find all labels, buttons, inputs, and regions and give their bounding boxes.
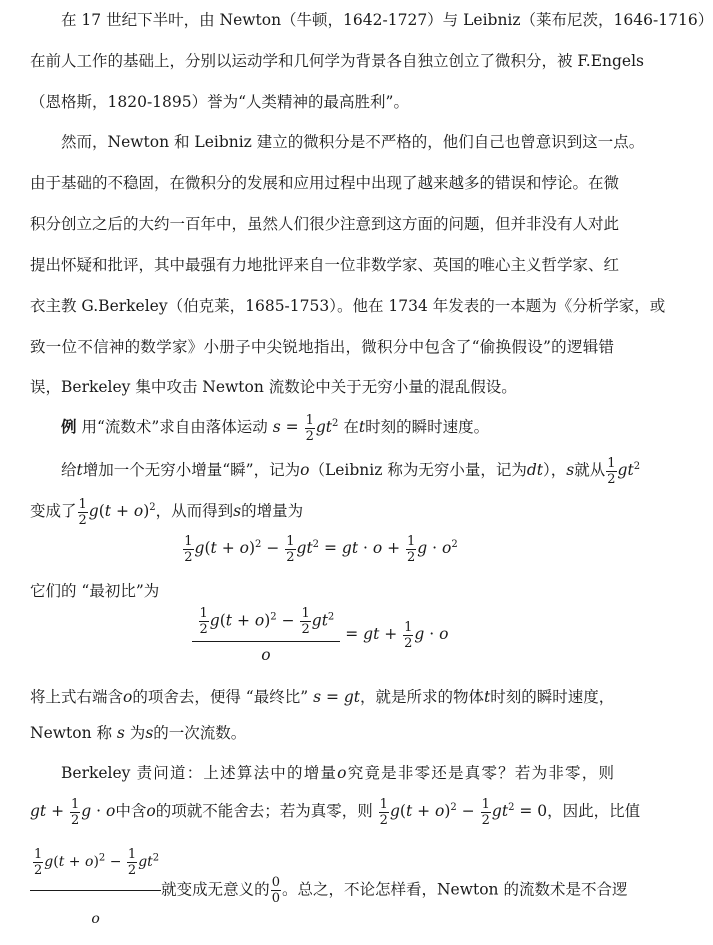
paragraph-2-line-7: 误，Berkeley 集中攻击 Newton 流数论中关于无穷小量的混乱假设。 bbox=[30, 378, 517, 396]
paragraph-1-line-2: 在前人工作的基础上，分别以运动学和几何学为背景各自独立创立了微积分，被 F.Engels bbox=[30, 52, 645, 70]
paragraph-3-line-1: 给t增加一个无穷小增量“瞬”，记为o（Leibniz 称为无穷小量，记为dt），s就从 $\frac{1}{2}$ $gt^2$ bbox=[61, 455, 641, 487]
fraction-one-half: $\frac{1}{2}$ bbox=[305, 412, 314, 444]
display-formula-increment: $\frac{1}{2}$ $g(t + o)^2$ − $\frac{1}{2}$ $gt^2$ = gt · o + $\frac{1}{2}$ $g \cdot o^2$ bbox=[184, 533, 458, 565]
paragraph-2-line-5: 衣主教 G.Berkeley（伯克莱，1685-1753）。他在 1734 年发表的一本题为《分析学家，或 bbox=[30, 297, 666, 315]
paragraph-2-line-6: 致一位不信神的数学家》小册子中尖锐地指出，微积分中包含了“偷换假设”的逻辑错 bbox=[30, 338, 614, 356]
example-label: 例 bbox=[61, 417, 77, 436]
paragraph-6-line-2: gt + $\frac{1}{2}$ g · o中含o的项就不能舍去；若为真零，则 $\frac{1}{2}$ $g(t + o)^2$ − $\frac{1}{2}$ $gt^2 = 0$，因此，比值 bbox=[30, 796, 641, 828]
paragraph-1-line-3: （恩格斯，1820-1895）誉为“人类精神的最高胜利”。 bbox=[30, 93, 409, 111]
display-formula-initial-ratio: $\frac{1}{2}$ $g(t + o)^2$ − $\frac{1}{2}$ $gt^2$ o = gt + $\frac{1}{2}$ g · o bbox=[0, 606, 640, 664]
paragraph-1-line-1: 在 17 世纪下半叶，由 Newton（牛顿，1642-1727）与 Leibniz（莱布尼茨，1646-1716） bbox=[61, 11, 713, 29]
paragraph-3-line-2: 变成了 $\frac{1}{2}$ $g(t + o)^2$，从而得到s的增量为 bbox=[30, 496, 304, 528]
paragraph-5-line-2: Newton 称 s 为s的一次流数。 bbox=[30, 724, 247, 742]
paragraph-2-line-1: 然而，Newton 和 Leibniz 建立的微积分是不严格的，他们自己也曾意识到这一点。 bbox=[61, 133, 645, 151]
paragraph-5-line-1: 将上式右端含o的项舍去，便得 “最终比” s = gt，就是所求的物体t时刻的瞬时速度， bbox=[30, 688, 615, 706]
example-line: 例 用“流数术”求自由落体运动 s = $\frac{1}{2}$ $gt^2$ 在t时刻的瞬时速度。 bbox=[61, 412, 490, 444]
paragraph-2-line-3: 积分创立之后的大约一百年中，虽然人们很少注意到这方面的问题，但并非没有人对此 bbox=[30, 215, 620, 233]
paragraph-6-line-1: Berkeley 责问道：上述算法中的增量o究竟是非零还是真零？若为非零，则 bbox=[61, 764, 614, 782]
paragraph-6-line-3: $\frac{1}{2}$ $g(t + o)^2$ − $\frac{1}{2}$ $gt^2$ o 就变成无意义的 $\frac{0}{0}$ 。总之，不论怎样看，Newton 的流数术是不合逻 bbox=[30, 836, 614, 945]
paragraph-2-line-4: 提出怀疑和批评，其中最强有力地批评来自一位非数学家、英国的唯心主义哲学家、红 bbox=[30, 256, 620, 274]
paragraph-4-line: 它们的 “最初比”为 bbox=[30, 582, 160, 600]
paragraph-2-line-2: 由于基础的不稳固，在微积分的发展和应用过程中出现了越来越多的错误和悖论。在微 bbox=[30, 174, 620, 192]
formula-s-equals: s bbox=[272, 418, 281, 436]
